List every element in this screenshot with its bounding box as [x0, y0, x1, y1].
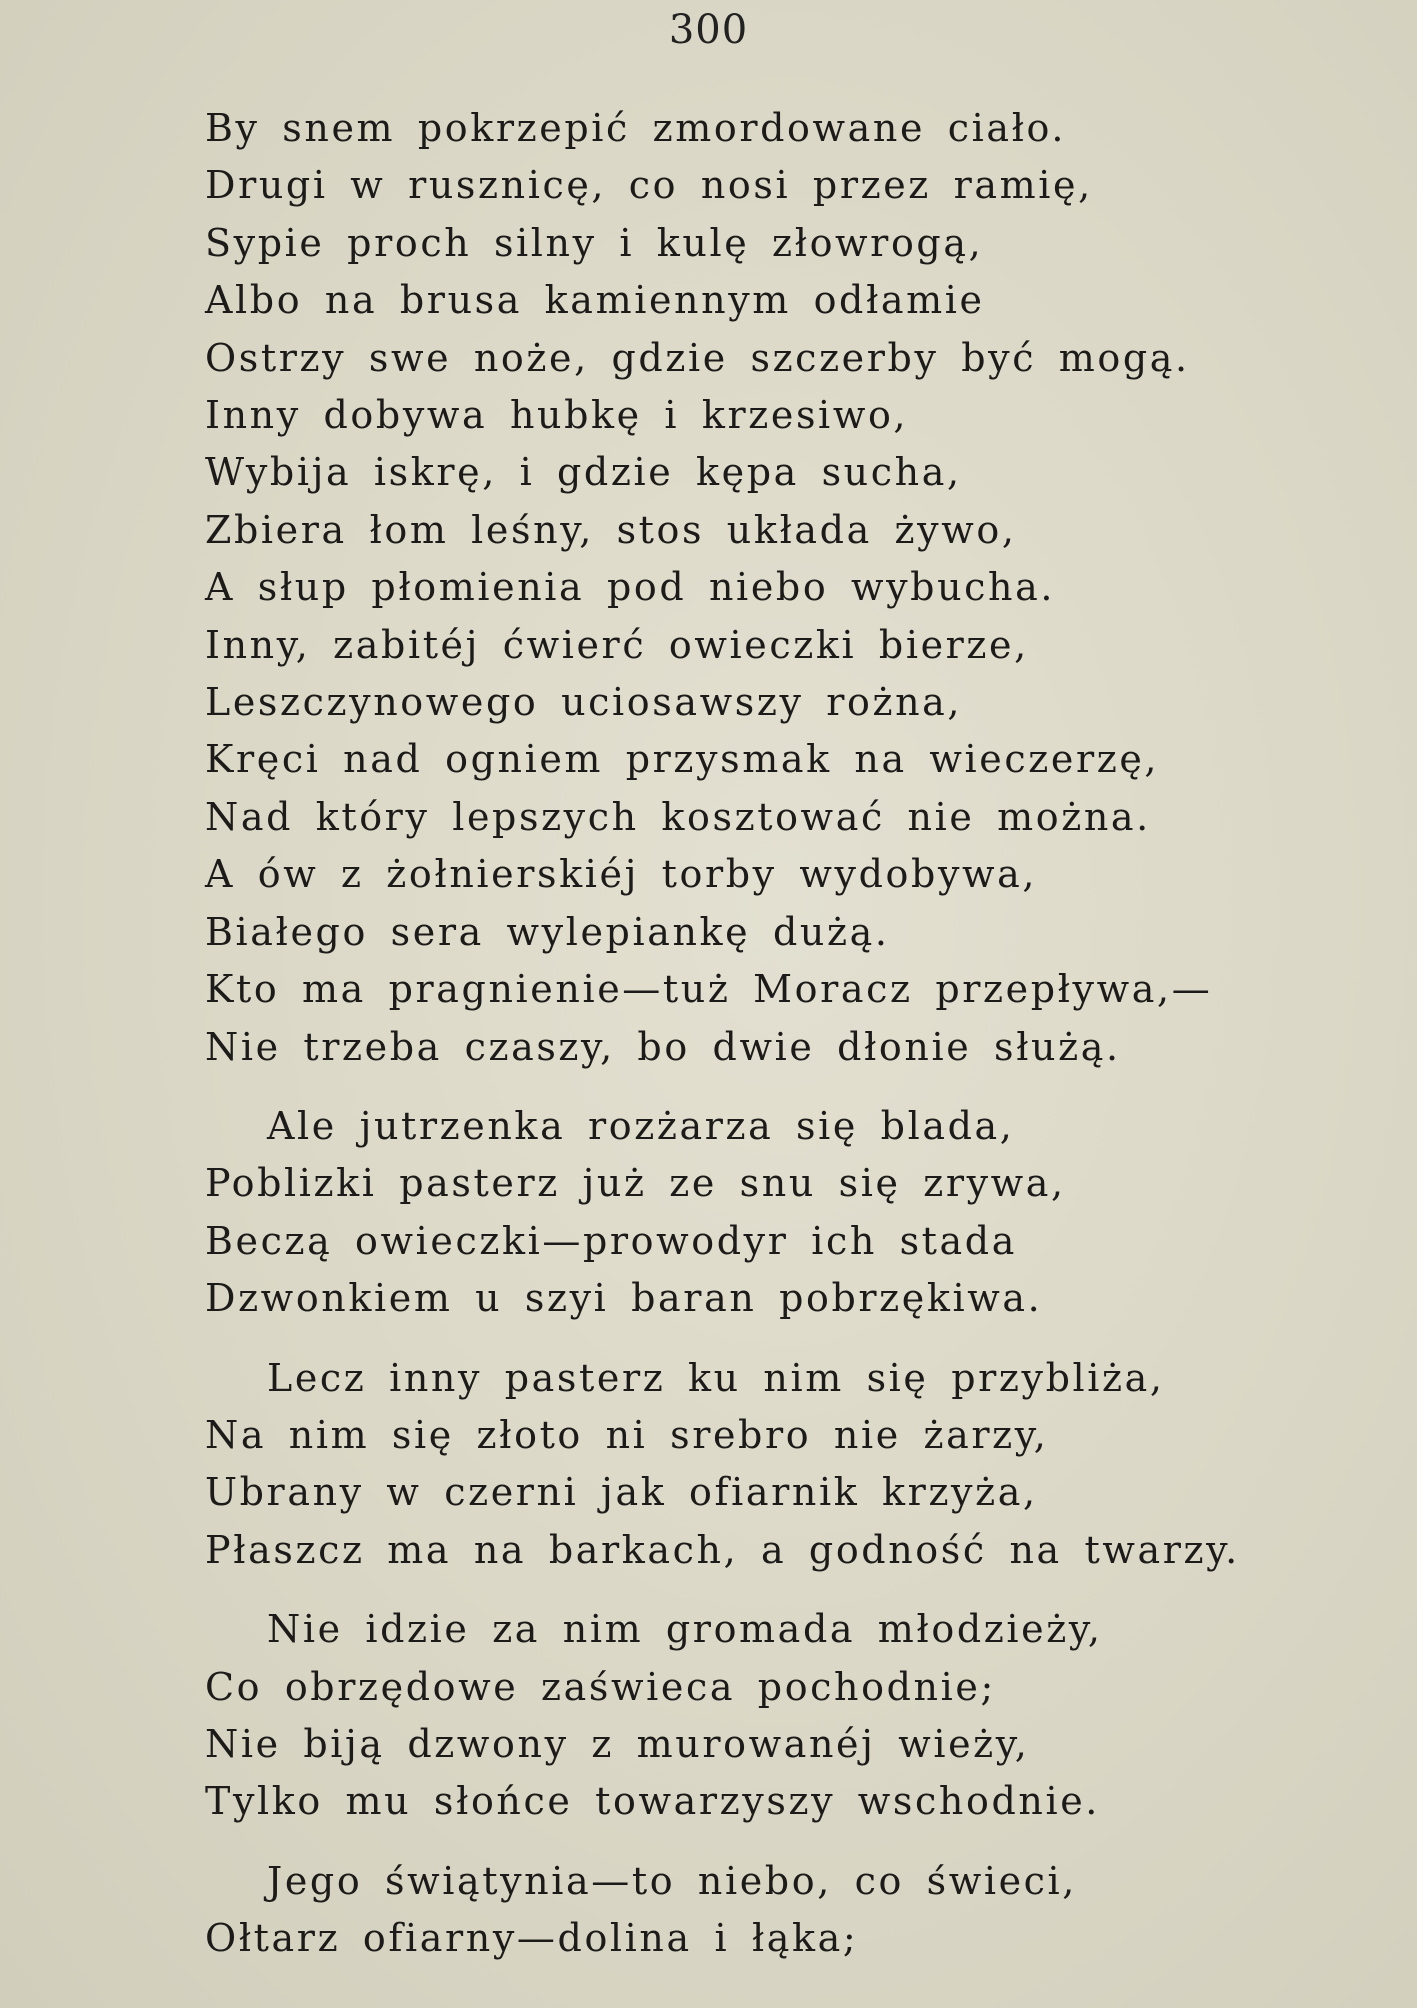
- verse-line: Lecz inny pasterz ku nim się przybliża,: [267, 1355, 1165, 1400]
- verse-line: Kto ma pragnienie—tuż Moracz przepływa,—: [205, 967, 1213, 1012]
- verse-line: Nie idzie za nim gromada młodzieży,: [267, 1607, 1103, 1652]
- poem-text: [205, 100, 1365, 1968]
- stanza: [205, 1853, 1365, 1968]
- verse-line: Nad który lepszych kosztować nie można.: [205, 794, 1151, 839]
- verse-line: Drugi w rusznicę, co nosi przez ramię,: [205, 163, 1093, 208]
- stanza: [205, 100, 1365, 1076]
- verse-line: Zbiera łom leśny, stos układa żywo,: [205, 507, 1017, 552]
- verse-line: Leszczynowego uciosawszy rożna,: [205, 680, 963, 725]
- verse-line: Sypie proch silny i kulę złowrogą,: [205, 220, 984, 265]
- verse-line: Inny, zabitéj ćwierć owieczki bierze,: [205, 622, 1029, 667]
- verse-line: Ale jutrzenka rozżarza się blada,: [267, 1103, 1015, 1148]
- verse-line: Inny dobywa hubkę i krzesiwo,: [205, 393, 909, 438]
- verse-line: A słup płomienia pod niebo wybucha.: [205, 565, 1056, 610]
- verse-line: Beczą owieczki—prowodyr ich stada: [205, 1218, 1017, 1263]
- verse-line: Ostrzy swe noże, gdzie szczerby być mogą.: [205, 335, 1190, 380]
- verse-line: Nie biją dzwony z murowanéj wieży,: [205, 1721, 1030, 1766]
- verse-line: Nie trzeba czaszy, bo dwie dłonie służą.: [205, 1024, 1121, 1069]
- stanza: [205, 1350, 1365, 1580]
- verse-line: Wybija iskrę, i gdzie kępa sucha,: [205, 450, 962, 495]
- page-number: 300: [668, 7, 749, 53]
- verse-line: Płaszcz ma na barkach, a godność na twarzy.: [205, 1527, 1240, 1572]
- stanza: [205, 1601, 1365, 1831]
- verse-line: Jego świątynia—to niebo, co świeci,: [267, 1858, 1077, 1903]
- verse-line: Na nim się złoto ni srebro nie żarzy,: [205, 1412, 1049, 1457]
- verse-line: Ubrany w czerni jak ofiarnik krzyża,: [205, 1470, 1038, 1515]
- verse-line: Albo na brusa kamiennym odłamie: [205, 278, 985, 323]
- verse-line: Dzwonkiem u szyi baran pobrzękiwa.: [205, 1276, 1043, 1321]
- stanza: [205, 1098, 1365, 1328]
- verse-line: Białego sera wylepiankę dużą.: [205, 909, 890, 954]
- verse-line: Tylko mu słońce towarzyszy wschodnie.: [205, 1779, 1100, 1824]
- verse-line: Kręci nad ogniem przysmak na wieczerzę,: [205, 737, 1160, 782]
- verse-line: Co obrzędowe zaświeca pochodnie;: [205, 1664, 996, 1709]
- verse-line: A ów z żołnierskiéj torby wydobywa,: [205, 852, 1038, 897]
- verse-line: Ołtarz ofiarny—dolina i łąka;: [205, 1916, 859, 1961]
- verse-line: Poblizki pasterz już ze snu się zrywa,: [205, 1161, 1066, 1206]
- verse-line: By snem pokrzepić zmordowane ciało.: [205, 106, 1067, 150]
